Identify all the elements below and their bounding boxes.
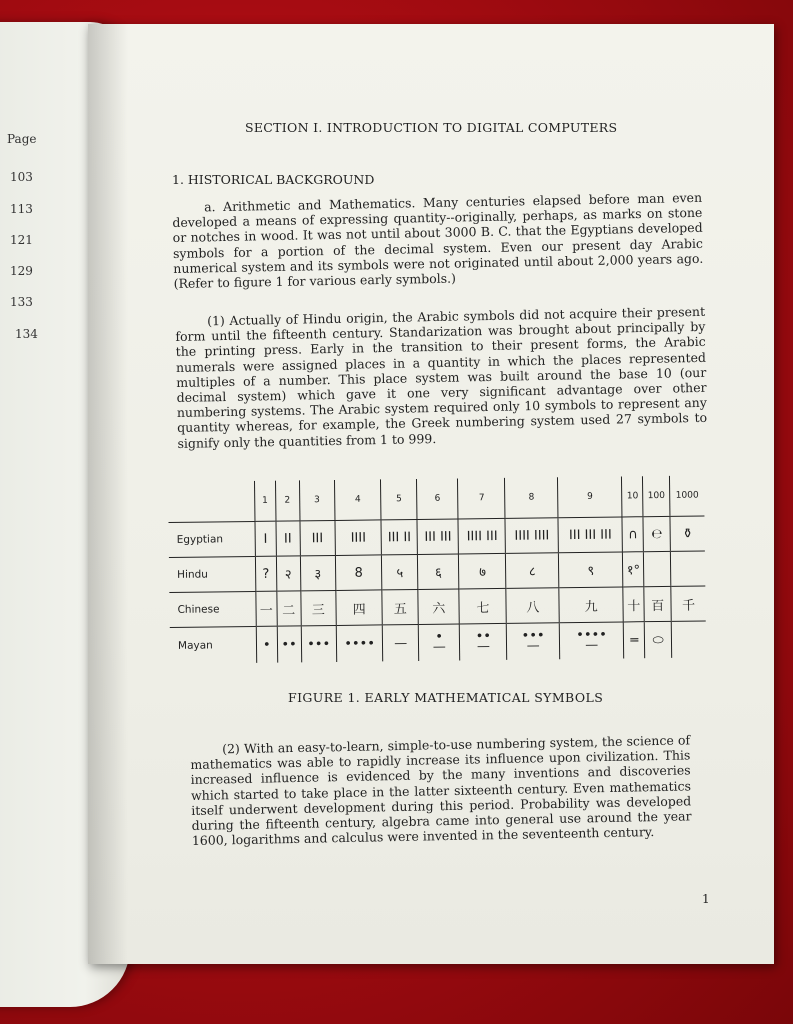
symbol-cell: 百 (644, 586, 671, 621)
column-header: 4 (334, 479, 381, 520)
symbol-cell: ७ (459, 553, 506, 589)
page-number: 1 (702, 892, 710, 906)
row-label: Chinese (169, 591, 256, 627)
symbol-cell: ═ (624, 622, 645, 659)
symbol-cell: ∩ (622, 517, 643, 552)
symbol-cell: •• (277, 626, 301, 663)
symbol-cell: — (383, 624, 419, 661)
symbol-cell: ३ (300, 555, 336, 590)
symbol-cell: III III III (558, 517, 623, 553)
column-header: 6 (417, 478, 459, 519)
paragraph-1 (175, 304, 708, 451)
symbol-cell: 二 (276, 591, 300, 626)
symbol-cell: III (300, 520, 336, 555)
column-header: 9 (558, 476, 623, 517)
column-header: 2 (275, 480, 299, 521)
page-gutter-shadow (88, 24, 128, 964)
paragraph-2-text: (2) With an easy-to-learn, simple-to-use numbering system, the science of mathematics was able to rapidly increase its influence upon civilization. This increased influence is evidenced by the many inventions and discoveries which started to take place in the latter sixteenth century. Even mathematics itself underwent development during this period. Probability was developed during the fifteenth century, algebra came into general use around the year 1600, logarithms and calculus were invented in the seventeenth century. (190, 732, 692, 849)
table-corner (168, 481, 255, 523)
symbol-cell: ••• (301, 625, 337, 662)
symbol-cell: • (256, 626, 277, 663)
symbol-cell: 一 (256, 591, 277, 626)
symbol-cell: 八 (506, 588, 559, 624)
symbol-cell: ℮ (643, 516, 670, 551)
symbol-cell: ९ (558, 552, 623, 588)
symbol-cell: IIII III (458, 518, 505, 554)
symbol-cell: ८ (506, 553, 559, 589)
symbol-cell: 十 (623, 587, 644, 622)
symbol-cell: 四 (336, 590, 383, 626)
paragraph-1-text: (1) Actually of Hindu origin, the Arabic symbols did not acquire their present form until the fifteenth century. Standarization was brought about principally by the printing press. Early in the transition to their present forms, the Arabic numerals were assigned places in a quantity in which the places represented multiples of a number. This place system was built around the base 10 (our decimal system) which gave it one very significant advantage over other numbering systems. The Arabic system required only 10 symbols to represent any quantity whereas, for example, the Greek numbering system used 27 symbols to signify only the quantities from 1 to 999. (175, 303, 708, 451)
column-header: 10 (622, 476, 643, 517)
symbol-cell (644, 551, 671, 586)
page-ref: 129 (10, 264, 33, 278)
page-ref: 121 (10, 233, 33, 247)
row-label: Hindu (169, 556, 256, 592)
symbol-cell: 九 (559, 587, 624, 623)
symbol-cell: IIII (335, 520, 382, 556)
symbol-cell: 七 (459, 588, 506, 624)
symbol-cell (670, 551, 705, 586)
symbols-table (168, 475, 706, 664)
column-header: 5 (381, 479, 417, 520)
symbol-cell: ५ (382, 554, 418, 589)
page-column-label: Page (7, 132, 37, 146)
section-heading: 1. HISTORICAL BACKGROUND (172, 172, 375, 187)
column-header: 7 (458, 478, 505, 519)
figure-caption: FIGURE 1. EARLY MATHEMATICAL SYMBOLS (288, 690, 604, 705)
row-label: Mayan (177, 639, 213, 652)
symbol-cell: I (255, 521, 276, 556)
paragraph-a-text: a. Arithmetic and Mathematics. Many centuries elapsed before man even developed a means of expressing quantity--originally, perhaps, as marks on stone or notches in wood. It was not until about 3000 B. C. that the Egyptians developed symbols for a portion of the decimal system. Even our present day Arabic numerical system and its symbols were not originated until about 2,000 years ago. (Refer to figure 1 for various early symbols.) (172, 189, 704, 291)
page-ref: 103 (10, 170, 33, 184)
symbol-cell: 五 (382, 589, 418, 624)
symbol-cell: IIII IIII (505, 518, 558, 554)
section-title: SECTION I. INTRODUCTION TO DIGITAL COMPUTERS (245, 120, 618, 135)
symbol-cell: ? (255, 556, 276, 591)
column-header: 1000 (669, 475, 704, 516)
symbol-cell: 六 (418, 589, 460, 625)
symbol-cell: III III (417, 519, 459, 555)
symbol-cell: ⬭ (645, 621, 672, 658)
column-header: 100 (643, 476, 670, 517)
paragraph-a (172, 190, 704, 291)
symbol-cell: • — (418, 624, 460, 661)
column-header: 1 (254, 481, 275, 522)
page-ref: 134 (15, 327, 38, 341)
symbols-table-figure (168, 475, 706, 672)
symbol-cell: ⚱ (670, 516, 705, 551)
symbol-cell: •• — (460, 623, 507, 660)
symbol-cell: 千 (671, 586, 706, 621)
symbol-cell (671, 621, 706, 658)
symbol-cell: II (276, 521, 300, 556)
table-header-row (168, 475, 704, 522)
symbol-cell: ••• — (507, 623, 560, 660)
symbol-cell: २ (276, 556, 300, 591)
column-header: 8 (505, 477, 558, 518)
table-row-mayan (170, 621, 706, 664)
symbol-cell: III II (381, 519, 417, 554)
symbol-cell: 8 (335, 555, 382, 591)
symbol-cell: •••• — (559, 622, 624, 659)
paragraph-2 (190, 732, 692, 848)
symbol-cell: १° (623, 552, 644, 587)
row-label: Egyptian (168, 521, 255, 557)
symbol-cell: ६ (418, 554, 460, 590)
symbol-cell: •••• (336, 625, 383, 662)
symbol-cell: 三 (300, 590, 336, 625)
page-ref: 113 (10, 202, 33, 216)
column-header: 3 (299, 480, 335, 521)
page-ref: 133 (10, 295, 33, 309)
